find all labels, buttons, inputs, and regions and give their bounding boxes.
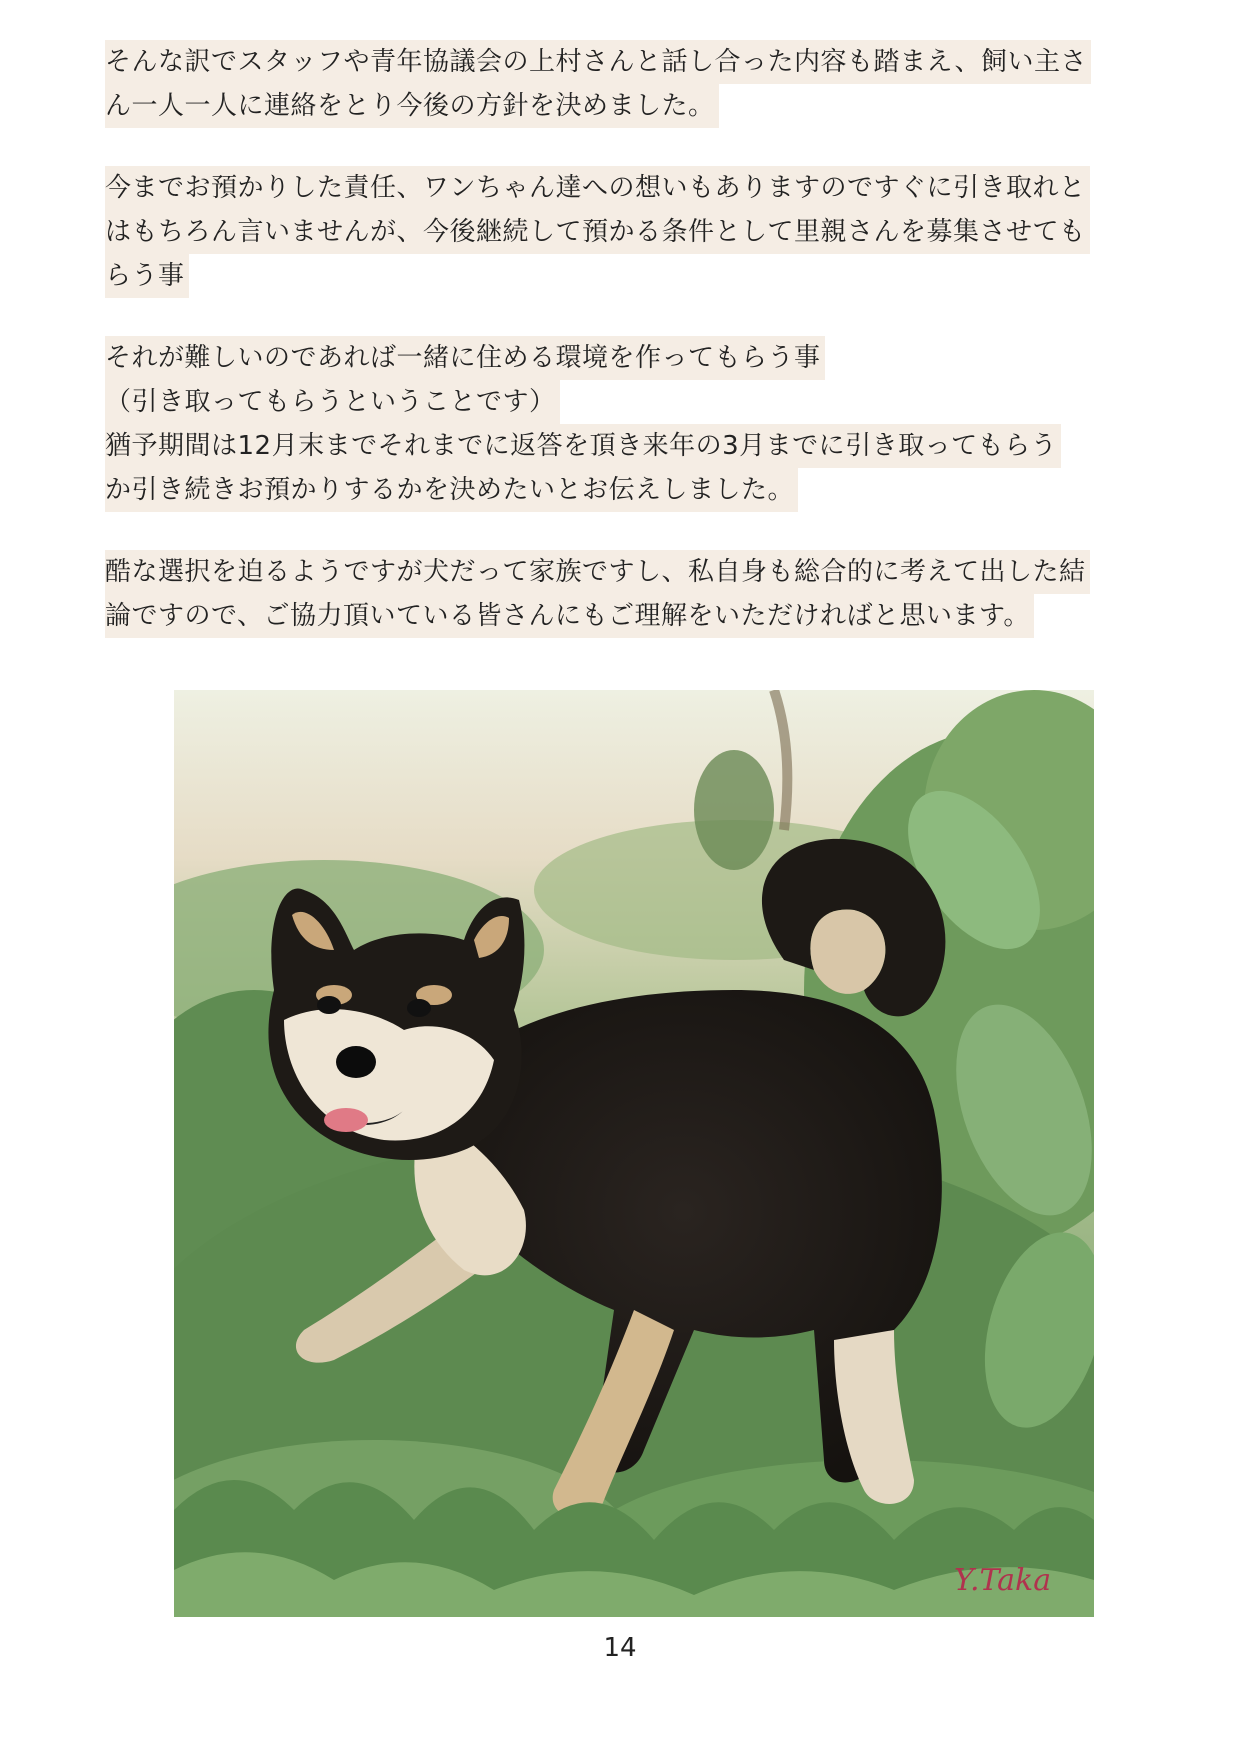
text-line: 論ですので、ご協力頂いている皆さんにもご理解をいただければと思います。 — [105, 594, 1034, 638]
paragraph — [105, 550, 1185, 638]
text-line: 今までお預かりした責任、ワンちゃん達への想いもありますのですぐに引き取れと — [105, 166, 1090, 210]
shiba-inu-illustration — [174, 690, 1094, 1617]
text-line: はもちろん言いませんが、今後継続して預かる条件として里親さんを募集させても — [105, 210, 1090, 254]
text-line: （引き取ってもらうということです） — [105, 380, 560, 424]
page-number: 14 — [603, 1633, 637, 1663]
paragraph — [105, 40, 1185, 128]
text-line: ん一人一人に連絡をとり今後の方針を決めました。 — [105, 84, 719, 128]
text-line: そんな訳でスタッフや青年協議会の上村さんと話し合った内容も踏まえ、飼い主さ — [105, 40, 1091, 84]
body-text — [105, 40, 1185, 676]
text-line: 猶予期間は12月末までそれまでに返答を頂き来年の3月までに引き取ってもらう — [105, 424, 1061, 468]
paragraph — [105, 166, 1185, 298]
text-line: か引き続きお預かりするかを決めたいとお伝えしました。 — [105, 468, 798, 512]
text-line: それが難しいのであれば一緒に住める環境を作ってもらう事 — [105, 336, 825, 380]
paragraph — [105, 336, 1185, 512]
dog-painting — [174, 690, 1094, 1617]
text-line: 酷な選択を迫るようですが犬だって家族ですし、私自身も総合的に考えて出した結 — [105, 550, 1090, 594]
artist-signature: Y.Taka — [954, 1563, 1052, 1598]
text-line: らう事 — [105, 254, 189, 298]
